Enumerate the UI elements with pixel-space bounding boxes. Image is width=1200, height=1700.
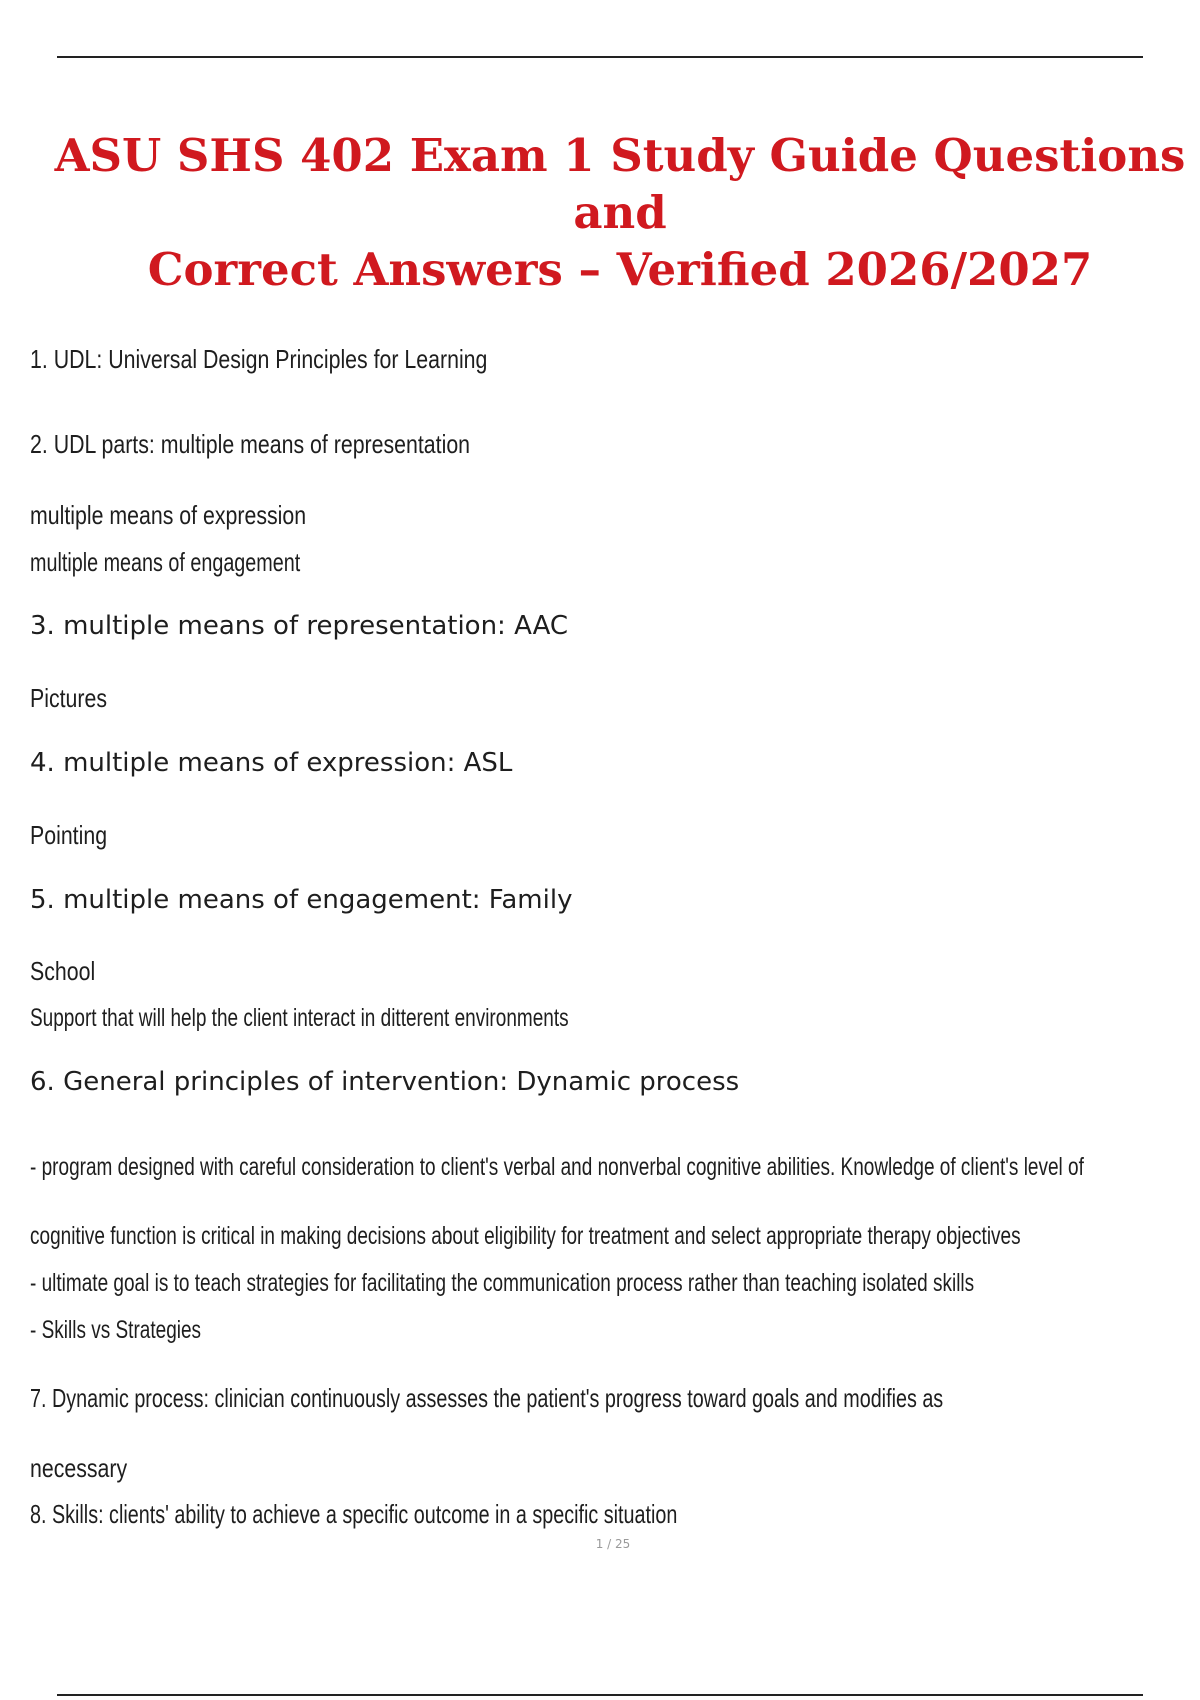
bottom-rule [57, 1694, 1143, 1696]
question-5: 5. multiple means of engagement: Family [30, 885, 573, 915]
answer-2-line-2: multiple means of engagement [30, 547, 301, 577]
answer-3-line-1: Pictures [30, 683, 108, 713]
question-3: 3. multiple means of representation: AAC [30, 611, 569, 641]
top-rule [57, 56, 1143, 58]
answer-6-line-2: cognitive function is critical in making decisions about eligibility for treatment and select appropriate therapy objectives [30, 1222, 1021, 1250]
answer-4-line-1: Pointing [30, 820, 108, 850]
question-8: 8. Skills: clients' ability to achieve a specific outcome in a specific situation [30, 1499, 678, 1529]
question-2: 2. UDL parts: multiple means of representation [30, 429, 471, 459]
question-4: 4. multiple means of expression: ASL [30, 748, 513, 778]
title-line-1: ASU SHS 402 Exam 1 Study Guide Questions and [54, 129, 1186, 239]
page-number: 1 / 25 [595, 1537, 631, 1551]
answer-6-line-3: - ultimate goal is to teach strategies for facilitating the communication process rather than teaching isolated skills [30, 1269, 975, 1297]
title-line-2: Correct Answers – Verified 2026/2027 [147, 243, 1093, 296]
question-1: 1. UDL: Universal Design Principles for Learning [30, 344, 488, 374]
answer-5-line-2: Support that will help the client interact in ditterent environments [30, 1004, 569, 1032]
answer-6-line-1: - program designed with careful consideration to client's verbal and nonverbal cognitive abilities. Knowledge of client's level of [30, 1153, 1084, 1181]
document-title [40, 127, 1200, 298]
answer-7-line-1: necessary [30, 1453, 128, 1483]
answer-6-line-4: - Skills vs Strategies [30, 1316, 202, 1344]
answer-2-line-1: multiple means of expression [30, 500, 307, 530]
question-7: 7. Dynamic process: clinician continuously assesses the patient's progress toward goals and modifies as [30, 1383, 944, 1413]
answer-5-line-1: School [30, 956, 96, 986]
question-6: 6. General principles of intervention: Dynamic process [30, 1067, 740, 1097]
